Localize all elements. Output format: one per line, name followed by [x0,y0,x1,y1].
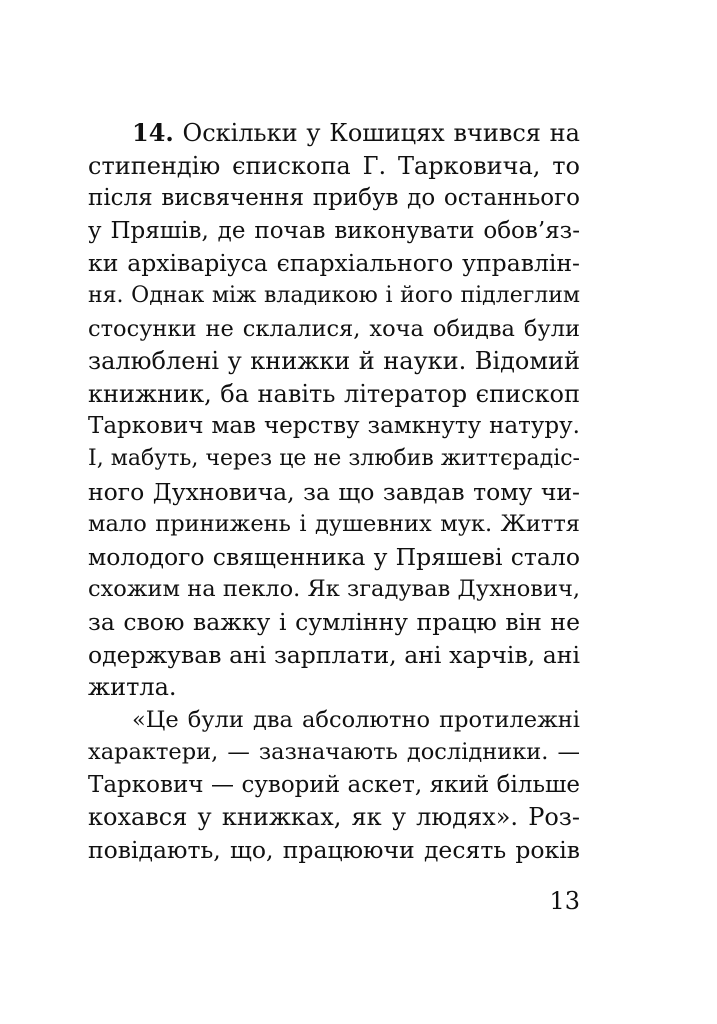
paragraph-14-line: ного Духновича, за що завдав тому чи- [88,477,580,506]
paragraph-14-line: житла. [88,673,177,702]
paragraph-14-line: молодого священника у Пряшеві стало [88,542,580,571]
paragraph-number: 14. [132,118,174,147]
page-number: 13 [549,887,580,915]
paragraph-quote-line: повідають, що, працюючи десять років [88,836,580,865]
paragraph-14-line: після висвячення прибув до останнього [88,185,580,212]
paragraph-14-line: І, мабуть, через це не злюбив життєрадіс- [88,445,580,471]
paragraph-14-line: мало принижень і душевних мук. Життя [88,511,580,538]
paragraph-14-line: за свою важку і сумлінну працю він не [88,607,580,636]
paragraph-quote-line: кохався у книжках, як у людях». Роз- [88,803,580,832]
paragraph-14-line: ня. Однак між владикою і його підлеглим [88,282,580,308]
paragraph-14-line: книжник, ба навіть літератор єпископ [88,379,580,408]
paragraph-14-line [88,117,580,150]
paragraph-14-line: Таркович мав черству замкнуту натуру. [88,413,580,440]
paragraph-quote-line: характери, — зазначають дослідники. — [88,739,580,766]
paragraph-14-line: стипендію єпископа Г. Тарковича, то [88,151,580,180]
paragraph-14-line: ки архіваріуса єпархіального управлін- [88,249,580,278]
paragraph-quote-line: «Це були два абсолютно протилежні [132,706,580,733]
body-text [88,117,580,867]
paragraph-14-line: у Пряшів, де почав виконувати обов’яз- [88,217,580,244]
line-text: Оскільки у Кошицях вчився на [173,119,580,147]
paragraph-14-line: залюблені у книжки й науки. Відомий [88,347,580,376]
paragraph-14-line: одержував ані зарплати, ані харчів, ані [88,640,580,669]
paragraph-14-line: схожим на пекло. Як згадував Духнович, [88,576,580,603]
paragraph-quote-line: Таркович — суворий аскет, який більше [88,771,580,798]
paragraph-14-line: стосунки не склалися, хоча обидва були [88,315,580,342]
